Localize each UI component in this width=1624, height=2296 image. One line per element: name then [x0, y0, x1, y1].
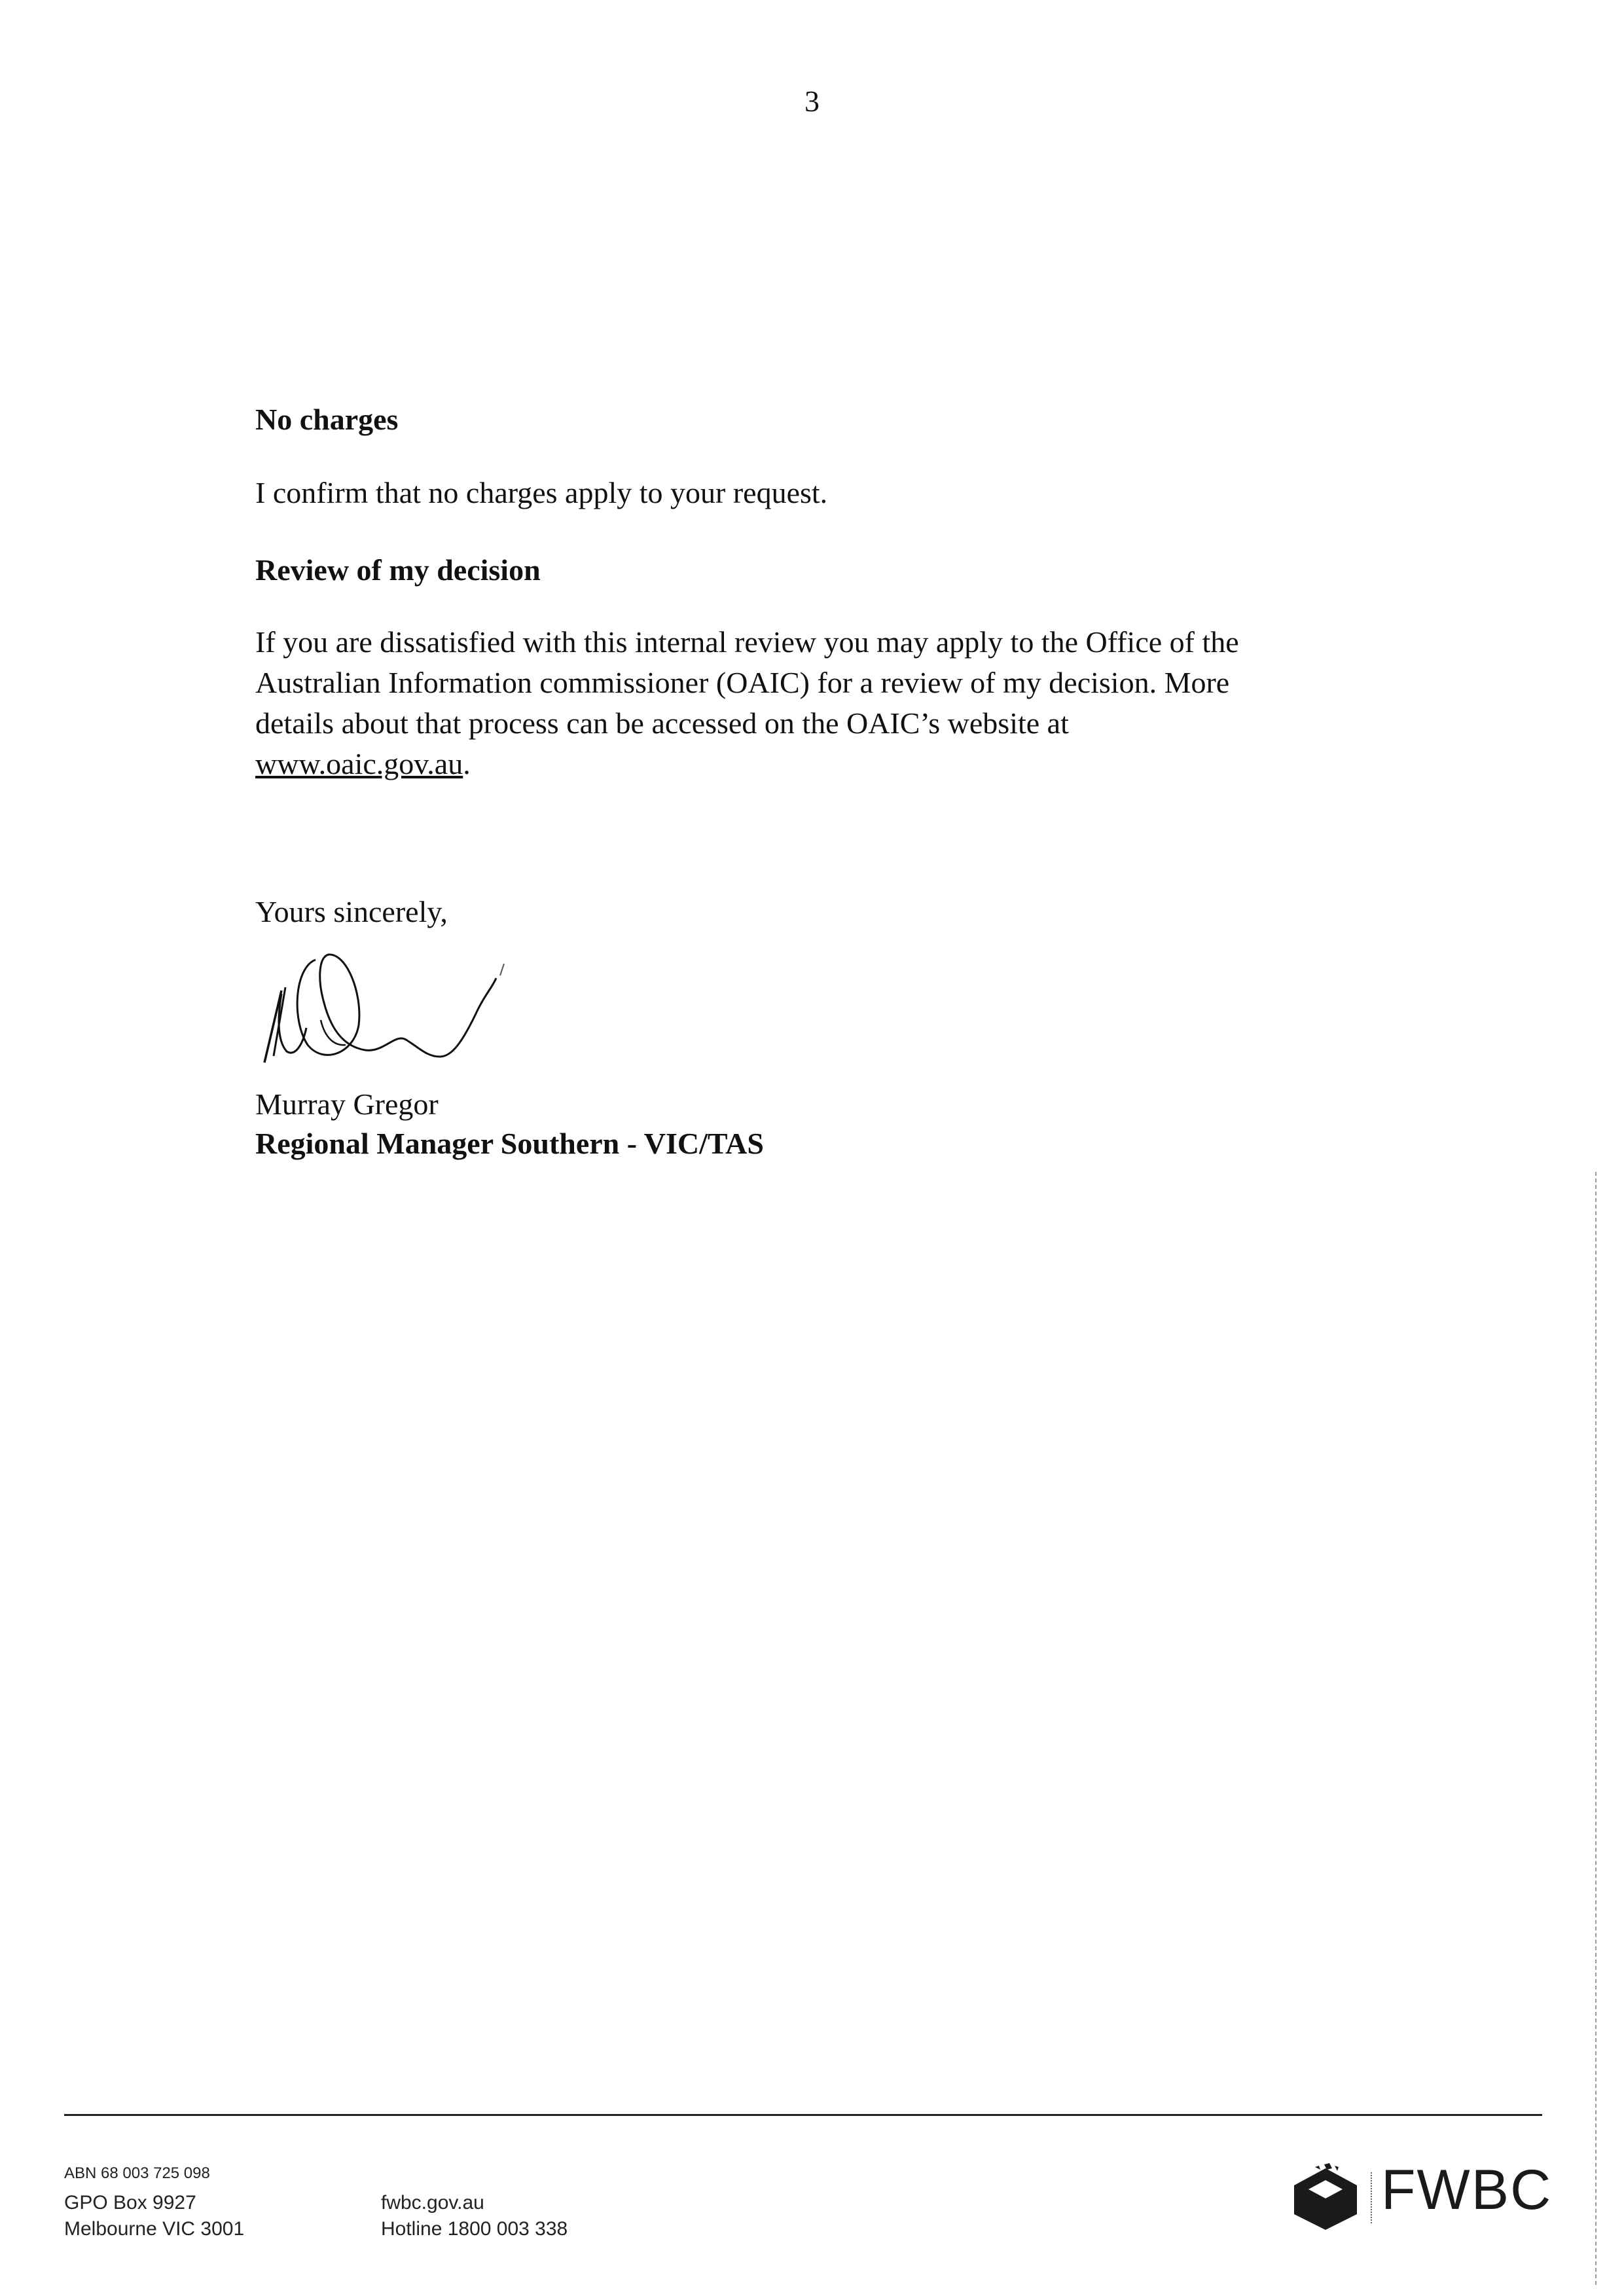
review-line-2: Australian Information commissioner (OAIC) for a review of my decision. More	[255, 666, 1230, 699]
page-number: 3	[804, 84, 820, 118]
no-charges-body: I confirm that no charges apply to your request.	[255, 476, 828, 509]
no-charges-heading: No charges	[255, 403, 399, 436]
signature-image	[255, 941, 543, 1079]
scan-edge-line	[1595, 1172, 1597, 2285]
fwbc-logo-icon	[1286, 2160, 1365, 2232]
oaic-website-link[interactable]: www.oaic.gov.au	[255, 747, 463, 780]
footer-address-line-1: GPO Box 9927	[64, 2192, 196, 2214]
fwbc-logo-text: FWBC	[1381, 2159, 1553, 2221]
logo-divider	[1371, 2172, 1372, 2223]
footer-address-line-2: Melbourne VIC 3001	[64, 2218, 245, 2240]
salutation: Yours sincerely,	[255, 895, 448, 928]
review-line-4	[255, 744, 471, 784]
link-suffix: .	[463, 747, 471, 780]
footer-hotline: Hotline 1800 003 338	[381, 2218, 568, 2240]
review-line-1: If you are dissatisfied with this internal review you may apply to the Office of the	[255, 625, 1239, 659]
footer-website[interactable]: fwbc.gov.au	[381, 2192, 484, 2214]
review-heading: Review of my decision	[255, 553, 541, 587]
review-line-3: details about that process can be accessed on the OAIC’s website at	[255, 706, 1069, 740]
signer-title: Regional Manager Southern - VIC/TAS	[255, 1127, 764, 1160]
footer-divider	[64, 2114, 1542, 2116]
footer-abn: ABN 68 003 725 098	[64, 2164, 210, 2182]
signer-name: Murray Gregor	[255, 1087, 439, 1121]
